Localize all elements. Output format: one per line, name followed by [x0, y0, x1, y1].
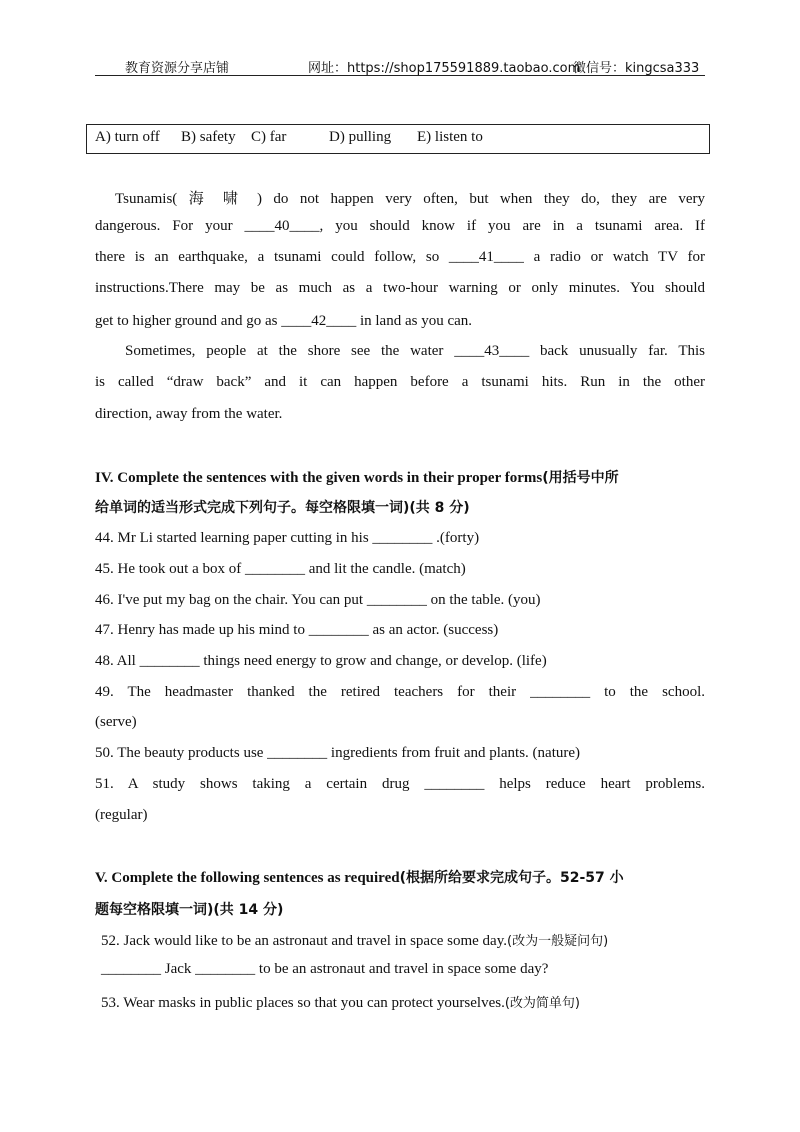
passage-line: direction, away from the water. [95, 406, 283, 422]
word-option-e: E) listen to [417, 129, 483, 145]
word-option-d: D) pulling [329, 129, 392, 145]
section-5-title [95, 867, 705, 887]
passage-line: get to higher ground and go as ____42____ in land as you can. [95, 313, 473, 329]
word-option-b: B) safety [181, 129, 236, 145]
word-option-c: C) far [251, 129, 287, 145]
question-52-answer-line: ________ Jack ________ to be an astronaut and travel in space some day? [101, 961, 549, 977]
question-52 [101, 930, 608, 950]
header-shop-name: 教育资源分享店铺 [125, 61, 230, 76]
question-45: 45. He took out a box of ________ and lit the candle. (match) [95, 561, 466, 577]
page-header [95, 55, 705, 76]
section-5-title-cn-line2: 题每空格限填一词)(共 14 分) [95, 902, 284, 918]
header-url: 网址：https://shop175591889.taobao.com [308, 61, 581, 76]
question-49-hint: (serve) [95, 714, 137, 730]
section-4-title [95, 467, 705, 487]
word-option-a: A) turn off [95, 129, 160, 145]
passage-line: is called “draw back” and it can happen before a tsunami hits. Run in the other [95, 374, 705, 390]
passage-line: dangerous. For your ____40____, you should know if you are in a tsunami area. If [95, 218, 705, 234]
question-53 [101, 992, 580, 1012]
question-51-hint: (regular) [95, 807, 148, 823]
passage-line: Sometimes, people at the shore see the water ____43____ back unusually far. This [125, 343, 705, 359]
section-5-title-en: V. Complete the following sentences as required [95, 870, 400, 886]
section-5-title-cn: (根据所给要求完成句子。52-57 小 [399, 870, 624, 886]
question-49: 49. The headmaster thanked the retired teachers for their ________ to the school. [95, 684, 705, 700]
question-44: 44. Mr Li started learning paper cutting in his ________ .(forty) [95, 530, 480, 546]
passage-line: there is an earthquake, a tsunami could follow, so ____41____ a radio or watch TV for [95, 249, 705, 265]
section-4-title-cn-line2: 给单词的适当形式完成下列句子。每空格限填一词)(共 8 分) [95, 500, 470, 516]
section-4-title-cn: (用括号中所 [542, 470, 619, 486]
question-52-text: 52. Jack would like to be an astronaut and travel in space some day. [101, 933, 507, 949]
question-53-text: 53. Wear masks in public places so that you can protect yourselves. [101, 995, 505, 1011]
header-wechat: 微信号：kingcsa333 [573, 61, 700, 76]
passage-line: Tsunamis( 海 啸 ) do not happen very often, but when they do, they are very [115, 191, 705, 207]
word-bank-box [86, 124, 710, 154]
question-53-requirement: (改为简单句) [504, 996, 580, 1011]
question-51: 51. A study shows taking a certain drug ________ helps reduce heart problems. [95, 776, 705, 792]
question-50: 50. The beauty products use ________ ingredients from fruit and plants. (nature) [95, 745, 581, 761]
passage-line: instructions.There may be as much as a two-hour warning or only minutes. You should [95, 280, 705, 296]
section-4-title-en: IV. Complete the sentences with the given words in their proper forms [95, 470, 543, 486]
question-47: 47. Henry has made up his mind to ________ as an actor. (success) [95, 622, 499, 638]
question-48: 48. All ________ things need energy to grow and change, or develop. (life) [95, 653, 547, 669]
question-52-requirement: (改为一般疑问句) [507, 934, 609, 949]
question-46: 46. I've put my bag on the chair. You can put ________ on the table. (you) [95, 592, 541, 608]
